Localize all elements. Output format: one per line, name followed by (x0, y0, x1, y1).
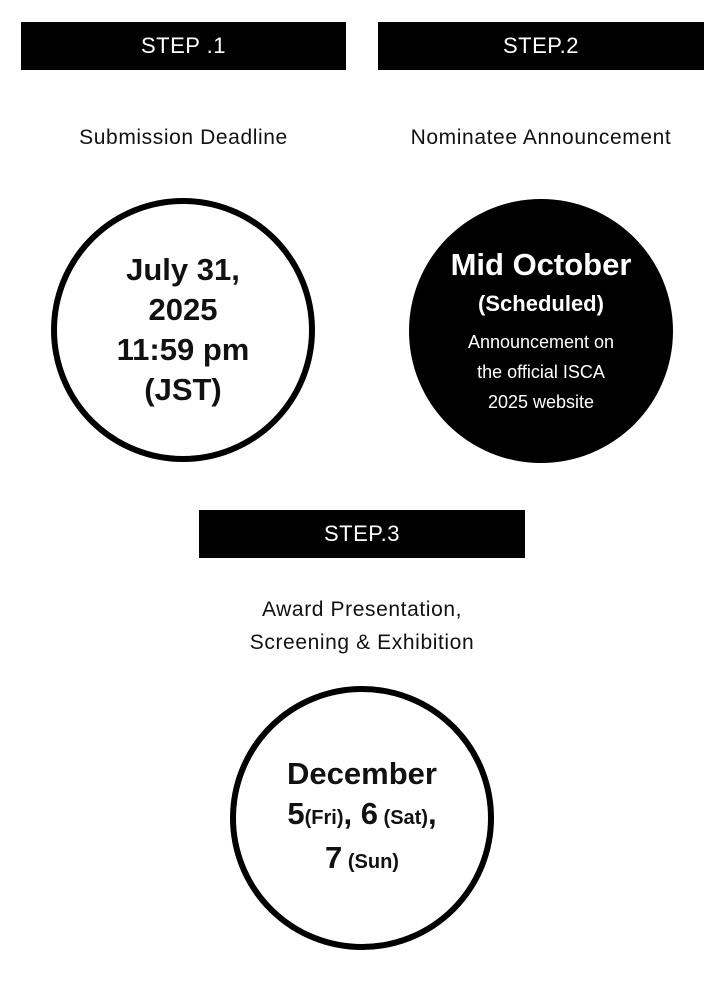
ceremony-weekday: (Sat) (378, 807, 428, 829)
ceremony-weekday: (Fri) (304, 807, 344, 829)
ceremony-separator: , (343, 796, 361, 831)
ceremony-day: 6 (360, 796, 378, 831)
announcement-note-line: the official ISCA (477, 362, 605, 382)
ceremony-circle (230, 686, 494, 950)
deadline-timezone-line: (JST) (144, 372, 222, 407)
step-3-label: STEP.3 (324, 521, 400, 546)
ceremony-days-line-1 (287, 794, 436, 838)
announcement-main: Mid October (450, 247, 632, 282)
announcement-note (468, 327, 614, 417)
announcement-note-line: 2025 website (487, 392, 595, 412)
step-3-header (199, 510, 525, 558)
ceremony-day: 7 (325, 840, 343, 875)
step-1-label: STEP .1 (140, 33, 227, 58)
step-1-header (21, 22, 346, 70)
step-2-header (378, 22, 704, 70)
ceremony-weekday: (Sun) (342, 851, 399, 873)
announcement-circle (409, 199, 673, 463)
step-2-title: Nominatee Announcement (410, 126, 672, 149)
step-3-title (199, 593, 525, 659)
announcement-scheduled: (Scheduled) (478, 291, 604, 316)
step-3-title-line: Screening & Exhibition (249, 631, 475, 654)
announcement-note-line: Announcement on (467, 332, 615, 352)
deadline-date-line: July 31, (126, 252, 240, 287)
step-1-title: Submission Deadline (79, 126, 288, 149)
deadline-year-line: 2025 (148, 292, 218, 327)
ceremony-day: 5 (287, 796, 305, 831)
deadline-time-line: 11:59 pm (116, 332, 250, 367)
ceremony-month: December (287, 756, 437, 791)
ceremony-days-line-2 (325, 838, 399, 882)
ceremony-separator: , (428, 796, 437, 831)
deadline-circle (51, 198, 315, 462)
step-2-label: STEP.2 (503, 33, 579, 58)
step-3-title-line: Award Presentation, (261, 598, 463, 621)
